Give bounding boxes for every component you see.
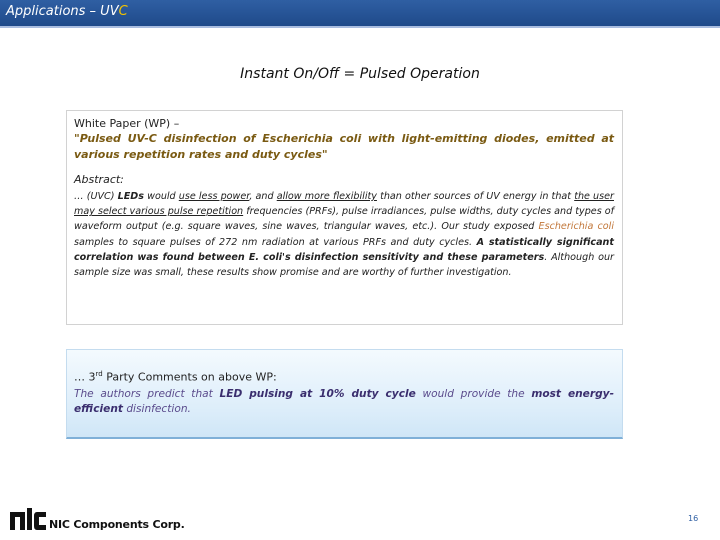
white-paper-box bbox=[66, 110, 623, 325]
abstract-label: Abstract: bbox=[74, 173, 124, 186]
company-name: NIC Components Corp. bbox=[49, 518, 185, 531]
slide-title-main: Applications – UV bbox=[6, 4, 119, 19]
comments-box bbox=[66, 349, 623, 439]
page-number: 16 bbox=[688, 514, 699, 523]
slide-title bbox=[6, 4, 128, 19]
comments-heading: … 3rd Party Comments on above WP: bbox=[74, 370, 277, 384]
nic-logo-icon bbox=[10, 508, 46, 530]
comments-text: The authors predict that LED pulsing at 10% duty cycle would provide the most energy-efficient disinfection. bbox=[74, 387, 614, 415]
abstract-text: … (UVC) LEDs would use less power, and allow more flexibility than other sources of UV energy in that the user may select various pulse repetition frequencies (PRFs), pulse irradiances, pulse widths, duty cycles and types of waveform output (e.g. square waves, sine waves, triangular waves, etc.). Our study exposed Escherichia coli samples to square pulses of 272 nm radiation at various PRFs and duty cycles. A statistically significant correlation was found between E. coli's disinfection sensitivity and these parameters. Although our sample size was small, these results show promise and are worthy of further investigation. bbox=[74, 191, 615, 279]
title-bar bbox=[0, 0, 720, 28]
white-paper-title: "Pulsed UV-C disinfection of Escherichia coli with light-emitting diodes, emitted at various repetition rates and duty cycles" bbox=[74, 132, 614, 161]
slide-title-accent: C bbox=[118, 4, 128, 19]
white-paper-heading: White Paper (WP) – bbox=[74, 117, 180, 130]
slide-subtitle: Instant On/Off = Pulsed Operation bbox=[240, 66, 480, 82]
